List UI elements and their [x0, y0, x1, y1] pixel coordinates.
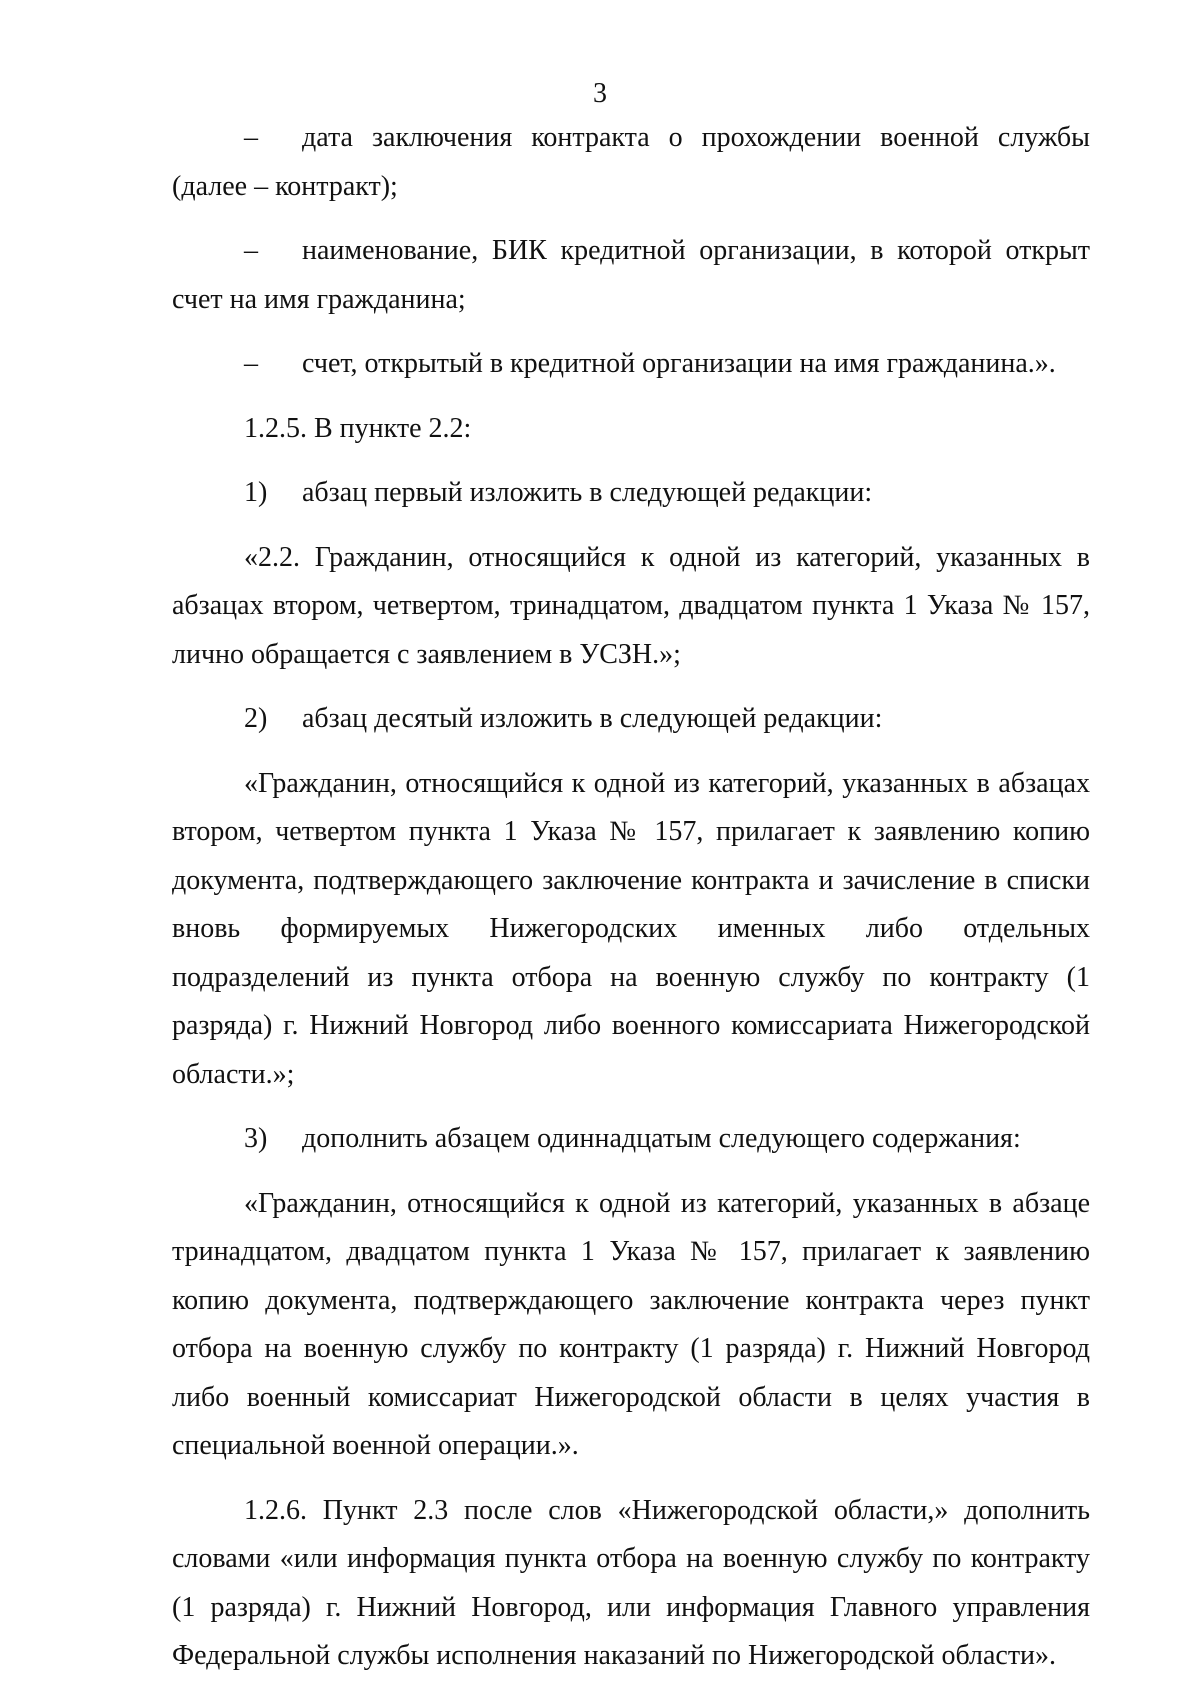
subitem-text: абзац десятый изложить в следующей редакции:: [302, 703, 883, 734]
list-item-contract-date: [172, 114, 1090, 163]
list-item-text: дата заключения контракта о прохождении военной службы: [302, 122, 1090, 153]
dash-marker: –: [244, 348, 258, 379]
document-body: [172, 114, 1090, 1681]
subitem-number: 1): [244, 477, 268, 508]
subitem-3: [172, 1115, 1090, 1164]
list-item-continuation: (далее – контракт);: [172, 170, 398, 202]
subitem-number: 3): [244, 1123, 268, 1154]
list-item-text: наименование, БИК кредитной организации, в которой открыт: [302, 235, 1090, 266]
list-item-text: счет, открытый в кредитной организации на имя гражданина.».: [302, 348, 1056, 379]
quote-paragraph-2-2: «2.2. Гражданин, относящийся к одной из категорий, указанных в абзацах втором, четвертом, тринадцатом, двадцатом пункта 1 Указа № 157, лично обращается с заявлением в УСЗН.»;: [172, 541, 1090, 670]
list-item-account: [172, 340, 1090, 389]
subitem-number: 2): [244, 703, 268, 734]
subitem-text: дополнить абзацем одиннадцатым следующего содержания:: [302, 1123, 1021, 1154]
list-item-continuation: счет на имя гражданина;: [172, 283, 466, 315]
page-number: 3: [593, 78, 607, 109]
quote-paragraph-10: «Гражданин, относящийся к одной из категорий, указанных в абзацах втором, четвертом пункта 1 Указа № 157, прилагает к заявлению копию документа, подтверждающего заключение контракта и зачисление в списки вновь формируемых Нижегородских именных либо отдельных подразделений из пункта отбора на военную службу по контракту (1 разряда) г. Нижний Новгород либо военного комиссариата Нижегородской области.»;: [172, 767, 1090, 1090]
list-item-bank-name: [172, 227, 1090, 276]
dash-marker: –: [244, 122, 258, 153]
section-1-2-6: 1.2.6. Пункт 2.3 после слов «Нижегородской области,» дополнить словами «или информация пункта отбора на военную службу по контракту (1 разряда) г. Нижний Новгород, или информация Главного управления Федеральной службы исполнения наказаний по Нижегородской области».: [172, 1494, 1090, 1671]
subitem-text: абзац первый изложить в следующей редакции:: [302, 477, 873, 508]
quote-paragraph-11: «Гражданин, относящийся к одной из категорий, указанных в абзаце тринадцатом, двадцатом пункта 1 Указа № 157, прилагает к заявлению копию документа, подтверждающего заключение контракта через пункт отбора на военную службу по контракту (1 разряда) г. Нижний Новгород либо военный комиссариат Нижегородской области в целях участия в специальной военной операции.».: [172, 1187, 1090, 1461]
dash-marker: –: [244, 235, 258, 266]
section-1-2-5: 1.2.5. В пункте 2.2:: [244, 412, 472, 444]
subitem-2: [172, 695, 1090, 744]
subitem-1: [172, 469, 1090, 518]
